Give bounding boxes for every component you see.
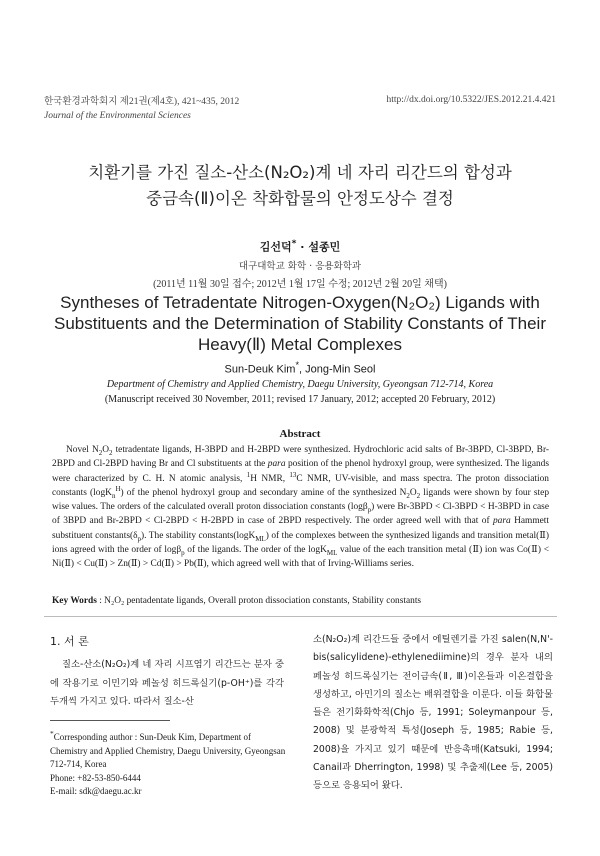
doi-link[interactable]: http://dx.doi.org/10.5322/JES.2012.21.4.421 <box>386 95 556 105</box>
keywords-text: : N₂O₂ pentadentate ligands, Overall proton dissociation constants, Stability constants <box>96 596 422 606</box>
journal-citation: 한국환경과학회지 제21권(제4호), 421~435, 2012 <box>44 97 240 107</box>
keywords <box>52 596 552 606</box>
section-heading-introduction: 1. 서 론 <box>50 635 89 648</box>
corresponding-author-footnote <box>50 727 286 799</box>
author-separator: · <box>296 240 309 254</box>
korean-dates: (2011년 11월 30일 접수; 2012년 1월 17일 수정; 2012년 2월 20일 채택) <box>153 279 447 290</box>
english-author-2: , Jong-Min Seol <box>299 363 376 376</box>
introduction-left-paragraph: 질소-산소(N₂O₂)계 네 자리 시프염기 리간드는 분자 중에 작용기로 이민기와 페놀성 히드록실기(p-OH⁺)를 각각 두개씩 가지고 있다. 따라서 질소-산 <box>50 659 284 707</box>
korean-title <box>0 160 600 212</box>
footnote-author: Corresponding author : Sun-Deuk Kim, Department of Chemistry and Applied Chemistry, Daegu University, Gyeongsan 712-714, Korea <box>50 732 286 770</box>
english-authors <box>0 360 600 376</box>
running-header-left <box>44 95 239 123</box>
korean-author-1: 김선덕 <box>259 240 292 254</box>
footnote-phone: Phone: +82-53-850-6444 <box>50 772 141 783</box>
korean-affiliation: 대구대학교 화학 · 응용화학과 <box>238 261 362 272</box>
introduction-right-paragraph: 소(N₂O₂)계 리간드들 중에서 에틸렌기를 가진 salen(N,N'-bis(salicylidene)-ethylenediimine)의 경우 분자 내의 페놀성 히드록실기는 전이금속(Ⅱ, Ⅲ)이온들과 이온결합을 생성하고, 아민기의 질소는 배위결합을 이룬다. 이들 화합물들은 전기화화학적(Chjo 등, 1991; Soleymanpour 등, 2008) 및 분광학적 특성(Joseph 등, 1985; Rabie 등, 2008)을 가지고 있기 때문에 반응촉매(Katsuki, 1994; Canail과 Dherrington, 1998) 및 추출제(Lee 등, 2005) 등으로 응용되어 왔다. <box>313 634 553 792</box>
section-divider <box>44 616 557 617</box>
english-affiliation: Department of Chemistry and Applied Chemistry, Daegu University, Gyeongsan 712-714, Korea <box>106 379 494 390</box>
abstract-body: Novel $N_2O_2$ tetradentate ligands, H-3BPD and H-2BPD were synthesized. Hydrochloric acid salts of Br-3BPD, Cl-3BPD, Br-2BPD and Cl-2BPD having Br and Cl substituents at the para position of the phenol hydroxyl group, were synthesized. The ligands were characterized by C. H. N atomic analysis, $^1$H NMR, $^{13}$C NMR, UV-visible, and mass spectra. The proton dissociation constants (logK$_n^H$) of the phenol hydroxyl group and secondary amine of the synthesized $N_2O_2$ ligands were shown by four step wise values. The orders of the calculated overall proton dissociation constants (logβ$_p$) were Br-3BPD < Cl-3BPD < H-3BPD in case of 3BPD and Br-2BPD < Cl-2BPD < H-2BPD in case of 2BPD respectively. The order agreed well with that of para Hammett substituent $constants(\delta_p)$. The stability constants(logK$_{ML}$) of the complexes between the synthesized ligands and transition metal(Ⅱ) ions agreed with the order of logβ$_p$ of the ligands. The order of the logK$_{ML}$ value of the each transition metal (Ⅱ) ion was Co(Ⅱ) < Ni(Ⅱ) < Cu(Ⅱ) > Zn(Ⅱ) > Cd(Ⅱ) > Pb(Ⅱ), which agreed well with that of Irving-Williams series. <box>52 445 550 570</box>
footnote-email[interactable]: E-mail: sdk@daegu.ac.kr <box>50 786 142 797</box>
english-corresponding-mark: * <box>295 360 300 370</box>
korean-title-line-2: 중금속(Ⅱ)이온 착화합물의 안정도상수 결정 <box>146 189 454 208</box>
english-author-1: Sun-Deuk Kim <box>224 363 296 376</box>
english-title: Syntheses of Tetradentate Nitrogen-Oxygen(N₂O₂) Ligands with Substituents and the Determination of Stability Constants of Their Heavy(Ⅱ) Metal Complexes <box>53 293 546 354</box>
english-dates: (Manuscript received 30 November, 2011; revised 17 January, 2012; accepted 20 February, 2012) <box>104 394 496 405</box>
footnote-mark: * <box>50 729 54 738</box>
corresponding-mark: * <box>291 238 297 249</box>
korean-authors <box>0 238 600 255</box>
journal-name: Journal of the Environmental Sciences <box>44 111 191 121</box>
korean-title-line-1: 치환기를 가진 질소-산소(N₂O₂)계 네 자리 리간드의 합성과 <box>88 163 512 182</box>
abstract-heading: Abstract <box>279 428 321 440</box>
keywords-label: Key Words <box>52 596 97 606</box>
footnote-rule <box>50 720 170 721</box>
korean-author-2: 설종민 <box>308 240 341 254</box>
